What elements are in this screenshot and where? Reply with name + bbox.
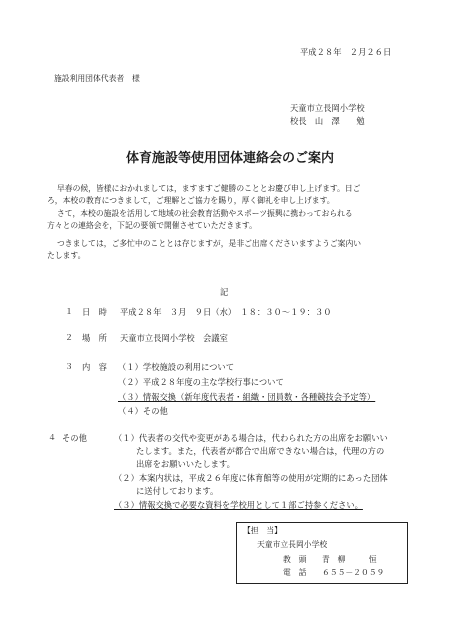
body-line: 方々との連絡会を，下記の要領で開催させていただきます。 bbox=[47, 221, 257, 230]
body-line: ろ，本校の教育につきまして，ご理解とご協力を賜り，厚く御礼を申し上げます。 bbox=[47, 196, 335, 205]
section-4-line: 出席をお願いいたします。 bbox=[136, 459, 235, 469]
body-line: たします。 bbox=[47, 251, 86, 260]
section-4-line: （３）情報交換で必要な資料を学校用として１部ご持参ください。 bbox=[114, 500, 363, 510]
section-2-label: 場 所 bbox=[82, 333, 107, 343]
contact-phone: 電 話 ６５５－２０５９ bbox=[283, 568, 385, 577]
section-3-item: （１）学校施設の利用について bbox=[118, 362, 234, 372]
section-4-number: ４ bbox=[48, 433, 56, 442]
addressee: 施設利用団体代表者 様 bbox=[54, 74, 140, 83]
section-3-item: （４）その他 bbox=[118, 406, 168, 416]
section-4-line: たします。また，代表者が都合で出席できない場合は，代理の方の bbox=[136, 446, 385, 456]
section-4-line: （２）本案内状は，平成２６年度に体育館等の使用が定期的にあった団体 bbox=[114, 473, 388, 483]
body-line: さて，本校の施設を活用して地域の社会教育活動やスポーツ振興に携わっておられる bbox=[57, 209, 353, 218]
section-1-value: 平成２８年 ３月 ９日（水） １８：３０～１９：３０ bbox=[120, 307, 332, 317]
contact-person: 教 頭 青 柳 恒 bbox=[283, 555, 377, 564]
body-line: 早春の候，皆様におかれましては，ますますご健勝のこととお慶び申し上げます。日ご bbox=[57, 184, 361, 193]
section-1-label: 日 時 bbox=[82, 307, 107, 317]
section-3-label: 内 容 bbox=[82, 362, 107, 372]
section-4-line: （１）代表者の交代や変更がある場合は，代わられた方の出席をお願いい bbox=[114, 433, 388, 443]
section-2-value: 天童市立長岡小学校 会議室 bbox=[120, 333, 228, 343]
section-3-item: （２）平成２８年度の主な学校行事について bbox=[118, 377, 284, 387]
section-4-line: に送付しております。 bbox=[136, 486, 219, 496]
document-title: 体育施設等使用団体連絡会のご案内 bbox=[126, 151, 335, 166]
sender-school: 天童市立長岡小学校 bbox=[290, 103, 365, 113]
section-3-number: ３ bbox=[65, 362, 73, 371]
contact-school: 天童市立長岡小学校 bbox=[257, 540, 328, 549]
sender-principal: 校長 山 澤 勉 bbox=[290, 116, 365, 126]
section-1-number: １ bbox=[65, 307, 73, 316]
section-4-label: その他 bbox=[62, 433, 87, 443]
contact-header: 【担 当】 bbox=[243, 526, 282, 535]
body-line: つきましては，ご多忙中のこととは存じますが，是非ご出席くださいますようご案内い bbox=[57, 239, 362, 248]
document-date: 平成２８年 ２月２６日 bbox=[300, 47, 392, 57]
section-2-number: ２ bbox=[65, 333, 73, 342]
section-3-item: （３）情報交換（新年度代表者・組織・団員数・各種競技会予定等） bbox=[118, 392, 376, 402]
ki-heading: 記 bbox=[220, 287, 229, 297]
contact-box bbox=[236, 522, 408, 584]
